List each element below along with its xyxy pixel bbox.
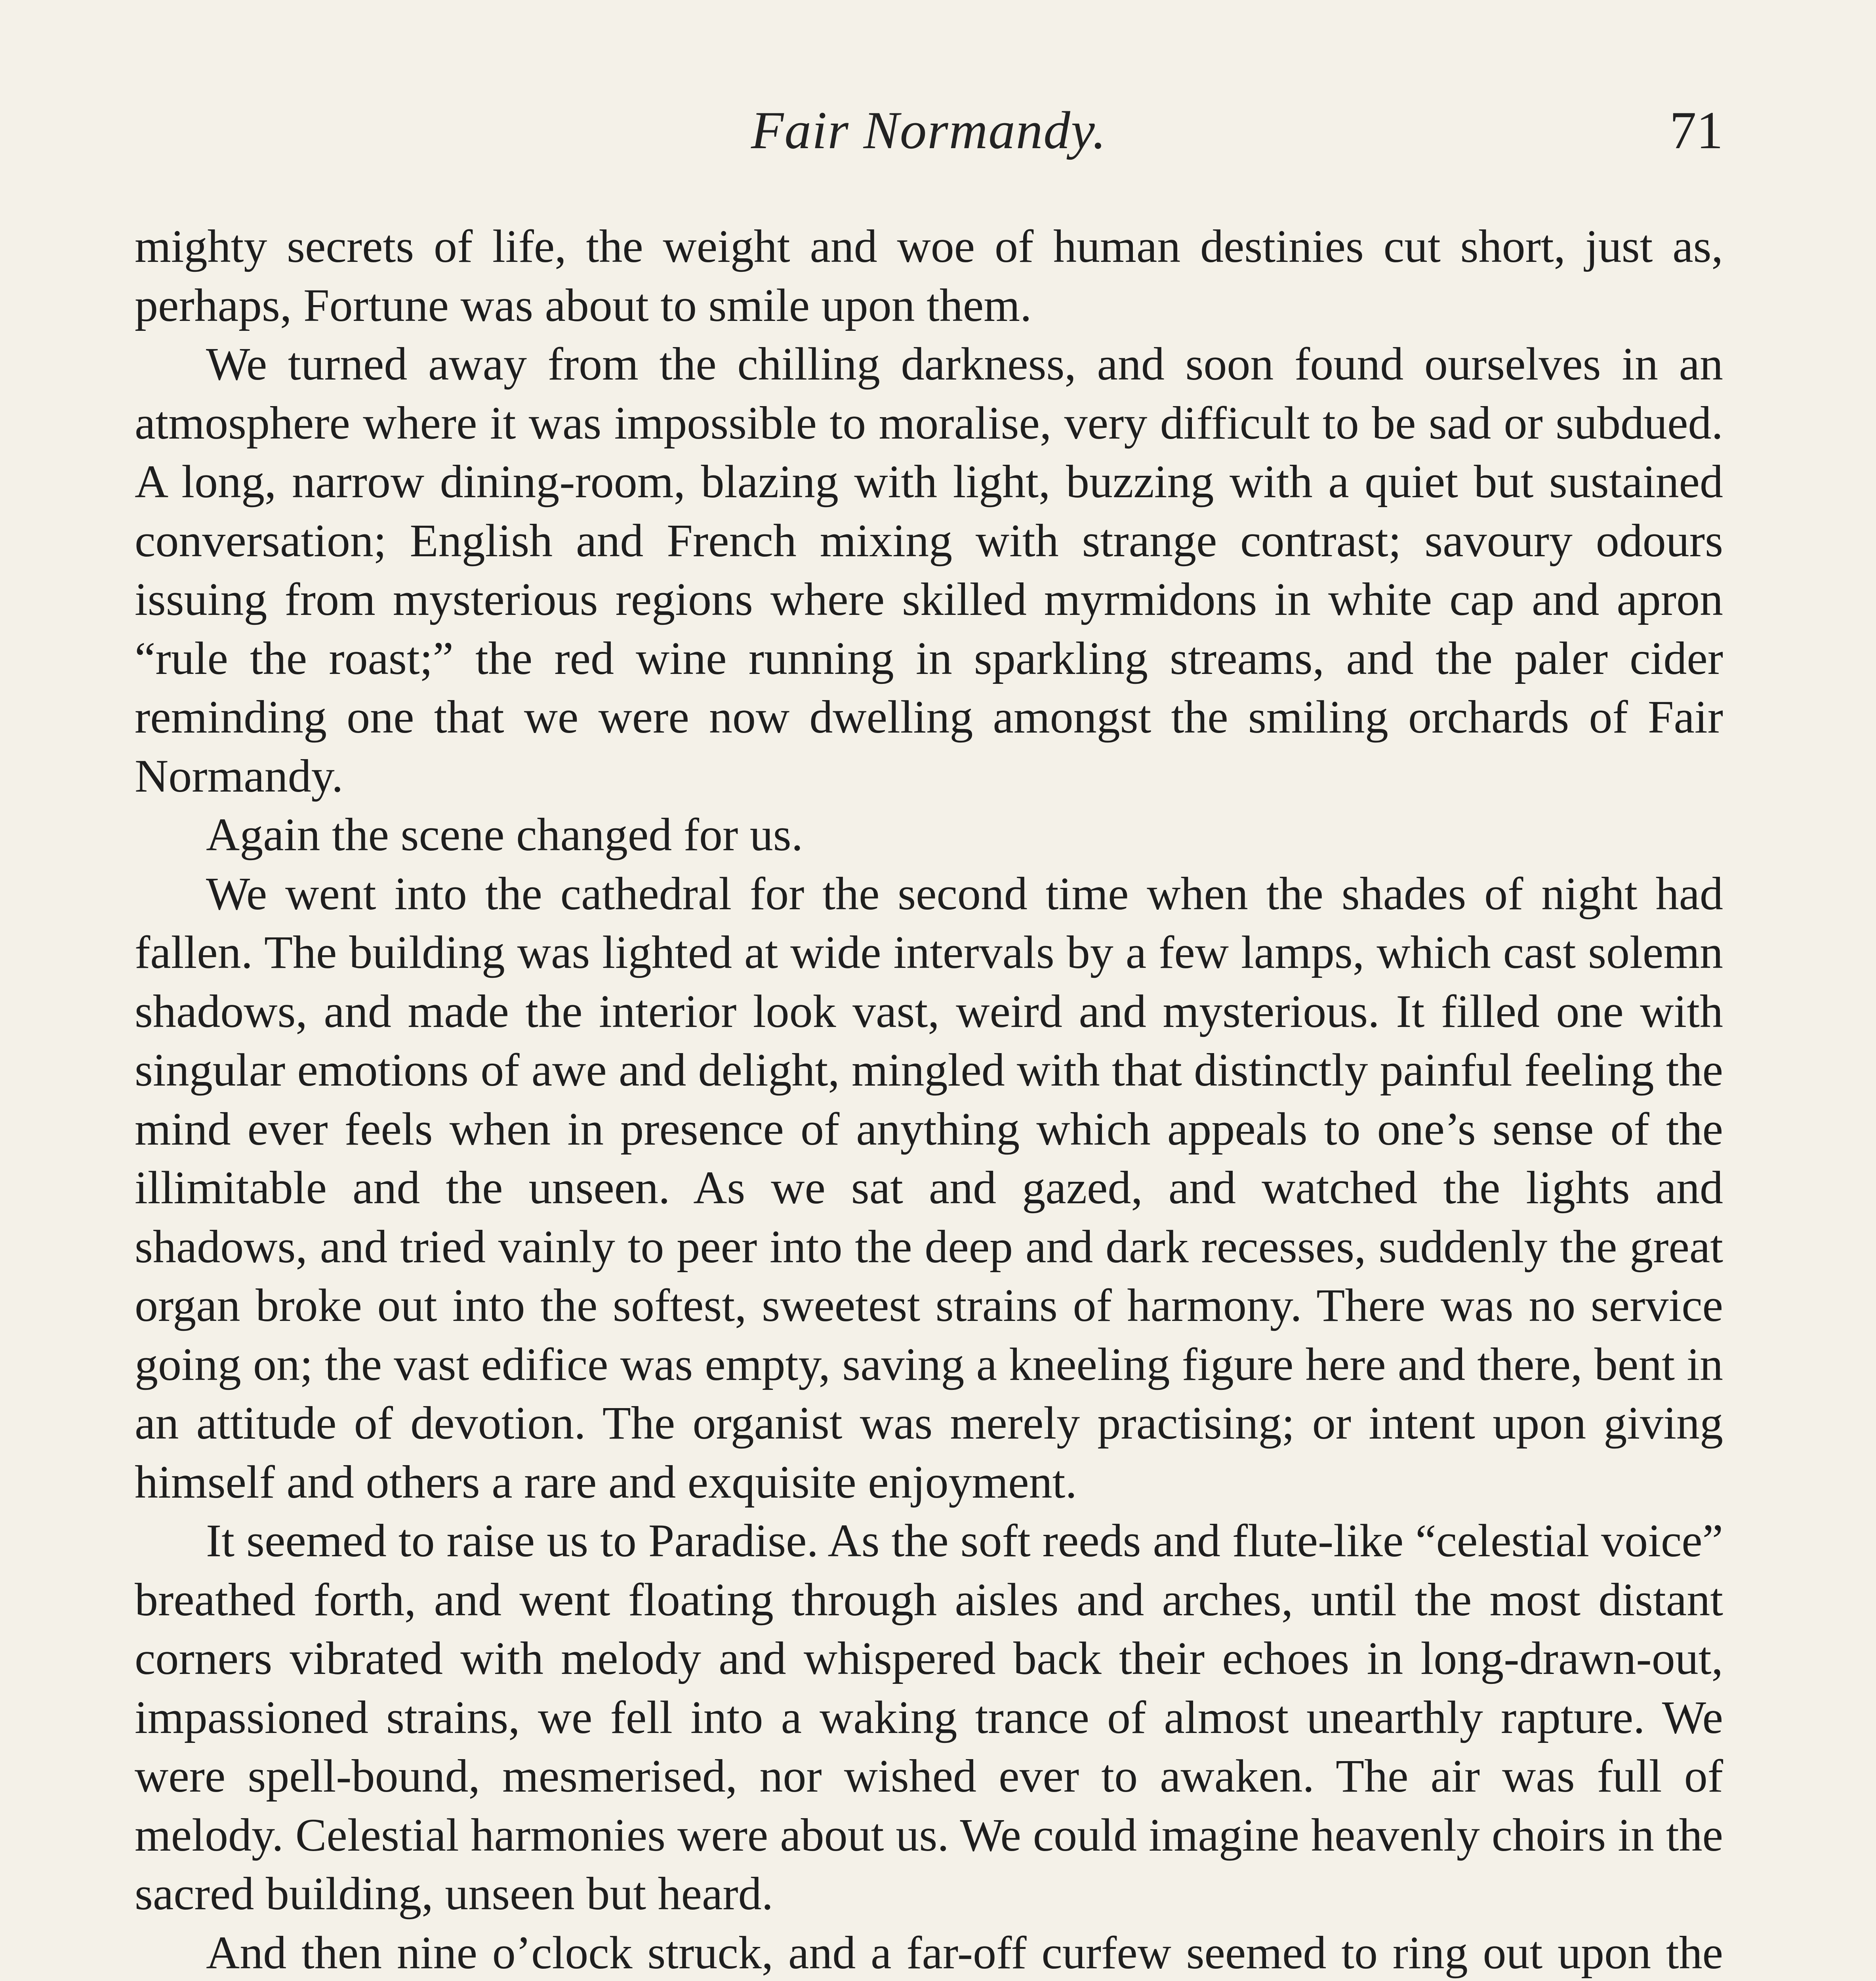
page-header xyxy=(135,99,1723,170)
paragraph: It seemed to raise us to Paradise. As the soft reeds and flute-like “celestial voice” breathed forth, and went floating through aisles and arches, until the most distant corners vibrated with melody and whispered back their echoes in long-drawn-out, impassioned strains, we fell into a waking trance of almost unearthly rapture. We were spell-bound, mesmerised, nor wished ever to awaken. The air was full of melody. Celestial harmonies were about us. We could imagine heavenly choirs in the sacred building, unseen but heard. xyxy=(135,1515,1723,1920)
page-number: 71 xyxy=(1670,101,1723,160)
paragraph: We turned away from the chilling darkness, and soon found ourselves in an atmosphere where it was impossible to moralise, very difficult to be sad or subdued. A long, narrow dining-room, blazing with light, buzzing with a quiet but sustained conversation; English and French mixing with strange contrast; savoury odours issuing from mysterious regions where skilled myrmidons in white cap and apron “rule the roast;” the red wine running in sparkling streams, and the paler cider reminding one that we were now dwelling amongst the smiling orchards of Fair Normandy. xyxy=(135,338,1723,802)
paragraph: Again the scene changed for us. xyxy=(206,809,803,861)
running-title: Fair Normandy. xyxy=(751,101,1107,160)
body-text xyxy=(135,217,1723,1981)
paragraph: And then nine o’clock struck, and a far-off curfew seemed to ring out upon the xyxy=(206,1926,1723,1979)
paragraph: mighty secrets of life, the weight and woe of human destinies cut short, just as, perhaps, Fortune was about to smile upon them. xyxy=(135,220,1723,331)
paragraph: We went into the cathedral for the second time when the shades of night had fallen. The building was lighted at wide intervals by a few lamps, which cast solemn shadows, and made the interior look vast, weird and mysterious. It filled one with singular emotions of awe and delight, mingled with that distinctly painful feeling the mind ever feels when in presence of anything which appeals to one’s sense of the illimitable and the unseen. As we sat and gazed, and watched the lights and shadows, and tried vainly to peer into the deep and dark recesses, suddenly the great organ broke out into the softest, sweetest strains of harmony. There was no service going on; the vast edifice was empty, saving a kneeling figure here and there, bent in an attitude of devotion. The organist was merely practising; or intent upon giving himself and others a rare and exquisite enjoyment. xyxy=(135,867,1723,1508)
